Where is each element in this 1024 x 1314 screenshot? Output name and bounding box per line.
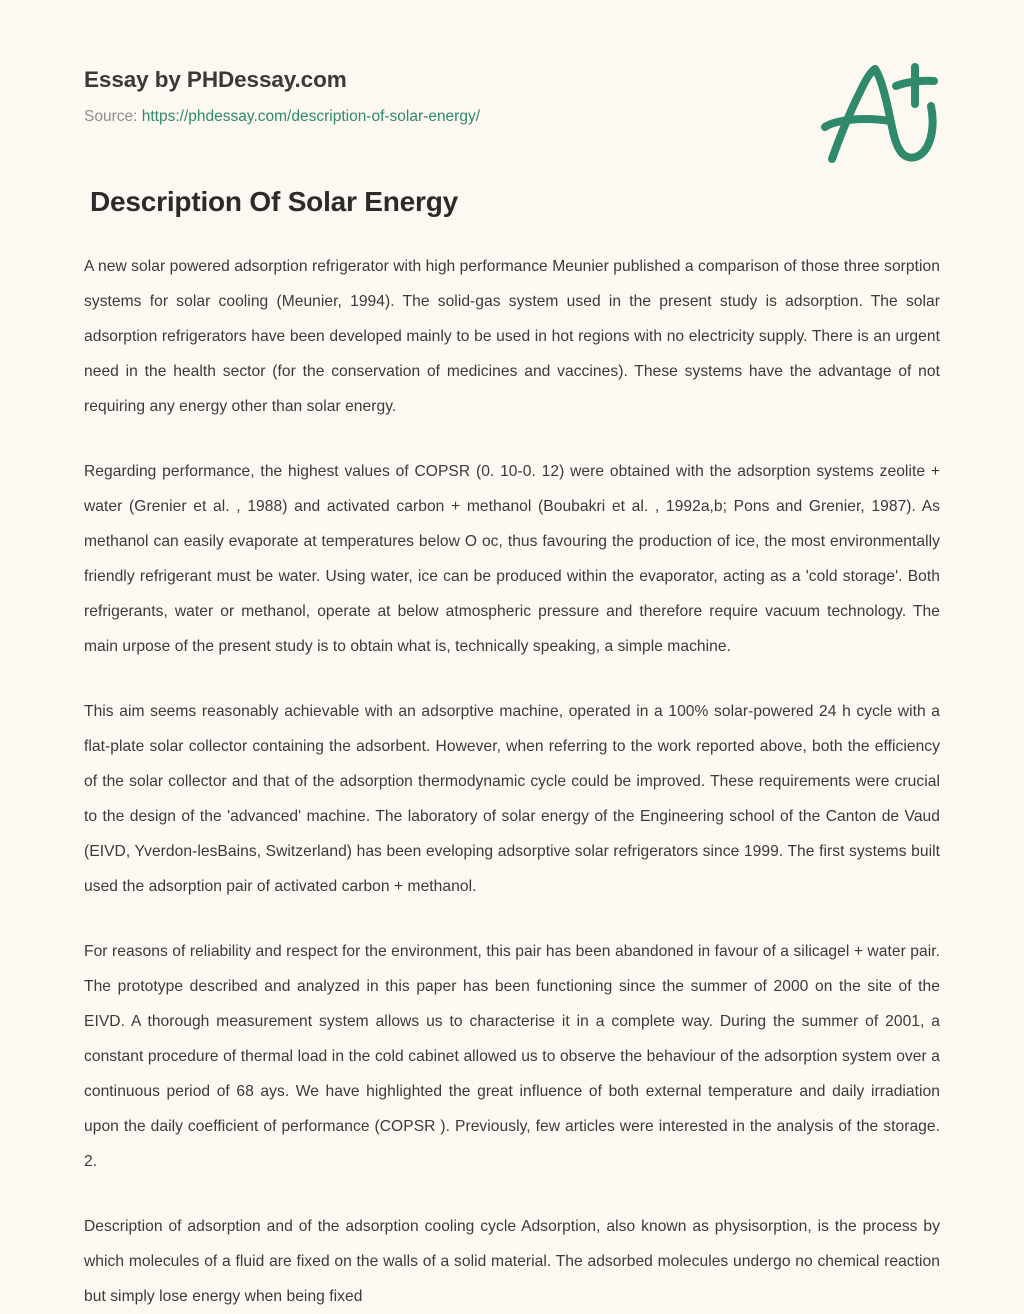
paragraph: A new solar powered adsorption refrigerator with high performance Meunier published a comparison of those three sorption systems for solar cooling (Meunier, 1994). The solid-gas system used in the present study is adsorption. The solar adsorption refrigerators have been developed mainly to be used in hot regions with no electricity supply. There is an urgent need in the health sector (for the conservation of medicines and vaccines). These systems have the advantage of not requiring any energy other than solar energy.	[84, 258, 940, 415]
paragraph: Description of adsorption and of the adsorption cooling cycle Adsorption, also known as physisorption, is the process by which molecules of a fluid are fixed on the walls of a solid material. The adsorbed molecules undergo no chemical reaction but simply lose energy when being fixed	[84, 1218, 940, 1305]
paragraph: This aim seems reasonably achievable with an adsorptive machine, operated in a 100% solar-powered 24 h cycle with a flat-plate solar collector containing the adsorbent. However, when referring to the work reported above, both the efficiency of the solar collector and that of the adsorption thermodynamic cycle could be improved. These requirements were crucial to the design of the 'advanced' machine. The laboratory of solar energy of the Engineering school of the Canton de Vaud (EIVD, Yverdon-lesBains, Switzerland) has been eveloping adsorptive solar refrigerators since 1999. The first systems built used the adsorption pair of activated carbon + methanol.	[84, 703, 940, 895]
page-title: Description Of Solar Energy	[90, 186, 459, 217]
paragraph: Regarding performance, the highest values of COPSR (0. 10-0. 12) were obtained with the adsorption systems zeolite + water (Grenier et al. , 1988) and activated carbon + methanol (Boubakri et al. , 1992a,b; Pons and Grenier, 1987). As methanol can easily evaporate at temperatures below O oc, thus favouring the production of ice, the most environmentally friendly refrigerant must be water. Using water, ice can be produced within the evaporator, acting as a 'cold storage'. Both refrigerants, water or methanol, operate at below atmospheric pressure and therefore require vacuum technology. The main urpose of the present study is to obtain what is, technically speaking, a simple machine.	[84, 463, 940, 655]
a-plus-logo	[816, 58, 946, 166]
brand-title: Essay by PHDessay.com	[84, 67, 347, 92]
article	[84, 184, 940, 1314]
paragraph: For reasons of reliability and respect for the environment, this pair has been abandoned in favour of a silicagel + water pair. The prototype described and analyzed in this paper has been functioning since the summer of 2000 on the site of the EIVD. A thorough measurement system allows us to characterise it in a complete way. During the summer of 2001, a constant procedure of thermal load in the cold cabinet allowed us to observe the behaviour of the adsorption system over a continuous period of 68 ays. We have highlighted the great influence of both external temperature and daily irradiation upon the daily coefficient of performance (COPSR ). Previously, few articles were interested in the analysis of the storage. 2.	[84, 943, 940, 1170]
source-url-link[interactable]: https://phdessay.com/description-of-solar-energy/	[141, 108, 481, 125]
document-header	[84, 0, 940, 125]
article-body	[84, 249, 940, 1314]
source-line	[84, 107, 940, 127]
source-label: Source:	[84, 108, 138, 125]
